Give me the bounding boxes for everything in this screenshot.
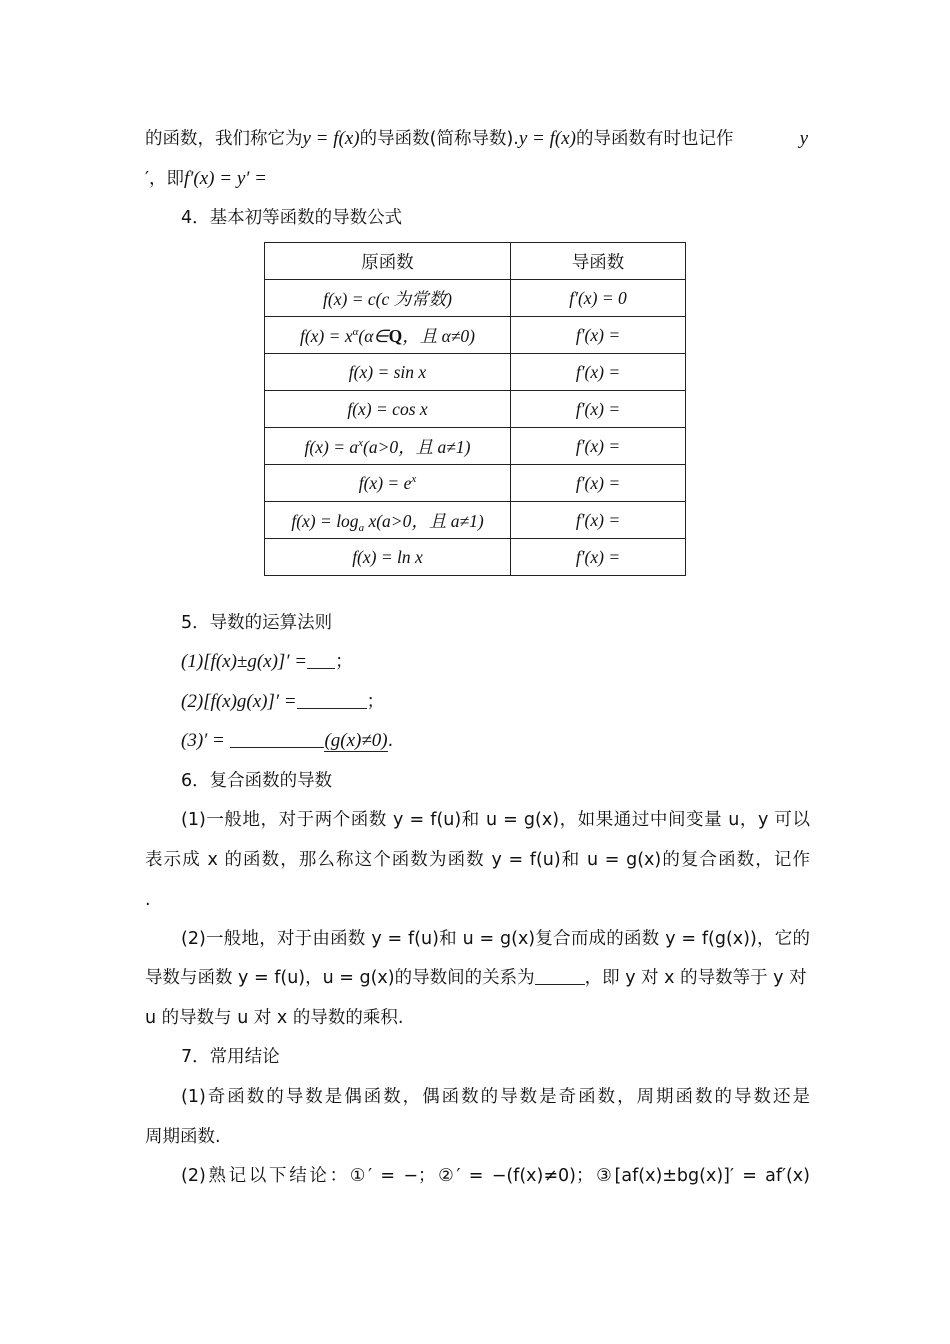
original-function: f(x) = sin x (265, 354, 511, 391)
header-original: 原函数 (265, 243, 511, 280)
original-function (265, 317, 511, 354)
table-row (265, 354, 686, 391)
fn-part: x(a>0，且 a≠1) (364, 510, 484, 531)
fn-part: f(x) = e (358, 472, 412, 493)
composite-para-2-line-2 (145, 966, 810, 990)
fn-part: (α∈ (358, 325, 389, 346)
derivative-function: f′(x) = (511, 465, 686, 502)
math-expr: f′(x) = y′ = (183, 168, 267, 189)
table-row (265, 502, 686, 539)
para-text: ，即 y 对 x 的导数等于 y 对 (584, 968, 807, 988)
fn-part: (a>0，且 a≠1) (363, 436, 471, 457)
rule-end: ； (366, 692, 385, 712)
original-function (265, 502, 511, 539)
table-header-row (265, 243, 686, 280)
original-function: f(x) = ln x (265, 539, 511, 576)
section-4-title: 4．基本初等函数的导数公式 (181, 208, 403, 228)
math-expr: y = f(x) (518, 128, 576, 149)
rule-expr: (2)[f(x)g(x)]′ = (181, 691, 297, 712)
derivative-function: f′(x) = (511, 391, 686, 428)
original-function: f(x) = cos x (265, 391, 511, 428)
conclusion-para-2: (2)熟记以下结论：①′ = −；②′ = −(f(x)≠0)；③[af(x)±bg(x)]′ = af′(x) (181, 1166, 810, 1186)
fn-part: f(x) = x (299, 325, 353, 346)
rule-end: . (387, 731, 394, 751)
rule-sum (181, 650, 810, 674)
intro-text: 的导函数(简称导数). (359, 129, 519, 149)
original-function (265, 465, 511, 502)
header-derivative: 导函数 (511, 243, 686, 280)
derivative-function: f′(x) = (511, 539, 686, 576)
derivative-formula-table (264, 242, 686, 576)
composite-para-2-line-1: (2)一般地，对于由函数 y = f(u)和 u = g(x)复合而成的函数 y = f(g(x))，它的 (181, 929, 810, 949)
conclusion-para-1-line-2: 周期函数. (145, 1127, 221, 1147)
fn-part: ，且 α≠0) (402, 325, 476, 346)
answer-blank (230, 729, 324, 748)
derivative-function: f′(x) = (511, 428, 686, 465)
composite-para-1-line-3: . (145, 890, 151, 910)
table-row (265, 539, 686, 576)
rule-end: ； (335, 652, 353, 672)
conclusion-para-1-line-1: (1)奇函数的导数是偶函数，偶函数的导数是奇函数，周期函数的导数还是 (181, 1087, 810, 1107)
table-row (265, 391, 686, 428)
original-function (265, 428, 511, 465)
answer-blank (535, 966, 585, 985)
table-row (265, 465, 686, 502)
rule-condition: (g(x)≠0) (324, 730, 388, 751)
section-7-title: 7．常用结论 (181, 1047, 280, 1067)
intro-text: 的导函数有时也记作 (575, 129, 734, 149)
fn-exponent: x (411, 472, 417, 485)
derivative-function: f′(x) = (511, 502, 686, 539)
answer-blank (297, 690, 367, 709)
derivative-function: f′(x) = (511, 354, 686, 391)
para-text: 导数与函数 y = f(u)，u = g(x)的导数间的关系为 (145, 968, 535, 988)
composite-para-2-line-3: u 的导数与 u 对 x 的导数的乘积. (145, 1008, 404, 1028)
intro-line-1 (145, 127, 810, 151)
rule-quotient (181, 729, 810, 753)
intro-text: 的函数，我们称它为 (145, 129, 303, 149)
intro-line-2 (145, 167, 810, 191)
rational-set-symbol: Q (388, 325, 403, 346)
rule-expr: (1)[f(x)±g(x)]′ = (181, 651, 308, 672)
fn-exponent: x (358, 436, 364, 449)
table-row (265, 280, 686, 317)
fn-part: f(x) = a (304, 436, 359, 457)
derivative-function: f′(x) = 0 (511, 280, 686, 317)
math-expr: y = f(x) (302, 128, 360, 149)
math-expr: y (799, 128, 808, 149)
table-row (265, 317, 686, 354)
fn-exponent: α (352, 325, 359, 338)
derivative-function: f′(x) = (511, 317, 686, 354)
fn-log-base: a (358, 521, 365, 534)
fn-part: f(x) = log (291, 510, 359, 531)
section-5-title: 5．导数的运算法则 (181, 613, 333, 633)
rule-expr: (3)′ = (181, 730, 225, 751)
composite-para-1-line-1: (1)一般地，对于两个函数 y = f(u)和 u = g(x)，如果通过中间变量 u，y 可以 (181, 810, 810, 830)
section-6-title: 6．复合函数的导数 (181, 771, 333, 791)
rule-product (181, 690, 810, 714)
composite-para-1-line-2: 表示成 x 的函数，那么称这个函数为函数 y = f(u)和 u = g(x)的复合函数，记作 (145, 850, 810, 870)
table-row (265, 428, 686, 465)
intro-text: ′，即 (145, 169, 184, 189)
original-function: f(x) = c(c 为常数) (265, 280, 511, 317)
answer-blank (307, 650, 335, 669)
